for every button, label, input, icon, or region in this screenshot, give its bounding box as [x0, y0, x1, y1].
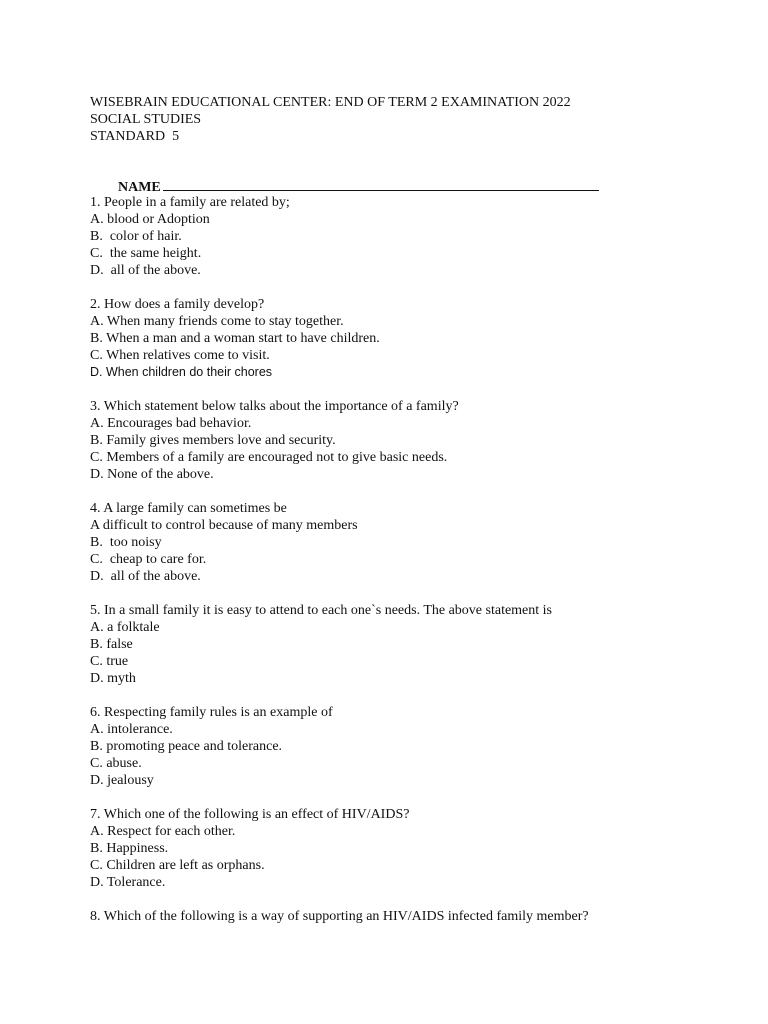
option-c: C. Children are left as orphans.	[90, 858, 265, 873]
option-a: A. intolerance.	[90, 722, 173, 737]
option-b: B. too noisy	[90, 535, 162, 550]
question-text: 8. Which of the following is a way of supporting an HIV/AIDS infected family member?	[90, 909, 589, 924]
option-c: C. abuse.	[90, 756, 142, 771]
question-text: 7. Which one of the following is an effect of HIV/AIDS?	[90, 807, 410, 822]
name-field	[90, 161, 730, 195]
option-d: D. all of the above.	[90, 569, 201, 584]
standard-title: STANDARD 5	[90, 129, 180, 144]
option-a: A. a folktale	[90, 620, 160, 635]
option-a: A. Encourages bad behavior.	[90, 416, 252, 431]
option-d: D. myth	[90, 671, 136, 686]
option-d: D. all of the above.	[90, 263, 201, 278]
question-text: 4. A large family can sometimes be	[90, 501, 287, 516]
option-a: A difficult to control because of many members	[90, 518, 358, 533]
option-d: D. When children do their chores	[90, 365, 273, 379]
question-text: 3. Which statement below talks about the importance of a family?	[90, 399, 459, 414]
question-8	[90, 908, 730, 925]
option-b: B. promoting peace and tolerance.	[90, 739, 283, 754]
option-b: B. Family gives members love and security.	[90, 433, 336, 448]
subject-title: SOCIAL STUDIES	[90, 112, 202, 127]
option-c: C. the same height.	[90, 246, 202, 261]
name-label: NAME	[118, 180, 161, 195]
option-b: B. false	[90, 637, 133, 652]
question-2	[90, 296, 730, 381]
question-6	[90, 704, 730, 789]
option-a: A. Respect for each other.	[90, 824, 236, 839]
option-b: B. When a man and a woman start to have children.	[90, 331, 380, 346]
question-text: 6. Respecting family rules is an example of	[90, 705, 333, 720]
question-4	[90, 500, 730, 585]
option-c: C. cheap to care for.	[90, 552, 207, 567]
question-5	[90, 602, 730, 687]
document-body	[90, 94, 730, 925]
option-d: D. jealousy	[90, 773, 154, 788]
option-c: C. true	[90, 654, 129, 669]
question-3	[90, 398, 730, 483]
option-c: C. When relatives come to visit.	[90, 348, 270, 363]
exam-header	[90, 94, 730, 195]
option-a: A. When many friends come to stay together.	[90, 314, 344, 329]
option-d: D. Tolerance.	[90, 875, 166, 890]
option-b: B. color of hair.	[90, 229, 182, 244]
question-7	[90, 806, 730, 891]
question-text: 1. People in a family are related by;	[90, 195, 290, 210]
question-text: 2. How does a family develop?	[90, 297, 265, 312]
option-c: C. Members of a family are encouraged not to give basic needs.	[90, 450, 448, 465]
school-title: WISEBRAIN EDUCATIONAL CENTER: END OF TERM 2 EXAMINATION 2022	[90, 95, 571, 110]
option-a: A. blood or Adoption	[90, 212, 210, 227]
name-blank-line	[163, 178, 599, 191]
question-text: 5. In a small family it is easy to attend to each one`s needs. The above statement is	[90, 603, 552, 618]
question-1	[90, 194, 730, 279]
option-d: D. None of the above.	[90, 467, 214, 482]
option-b: B. Happiness.	[90, 841, 169, 856]
